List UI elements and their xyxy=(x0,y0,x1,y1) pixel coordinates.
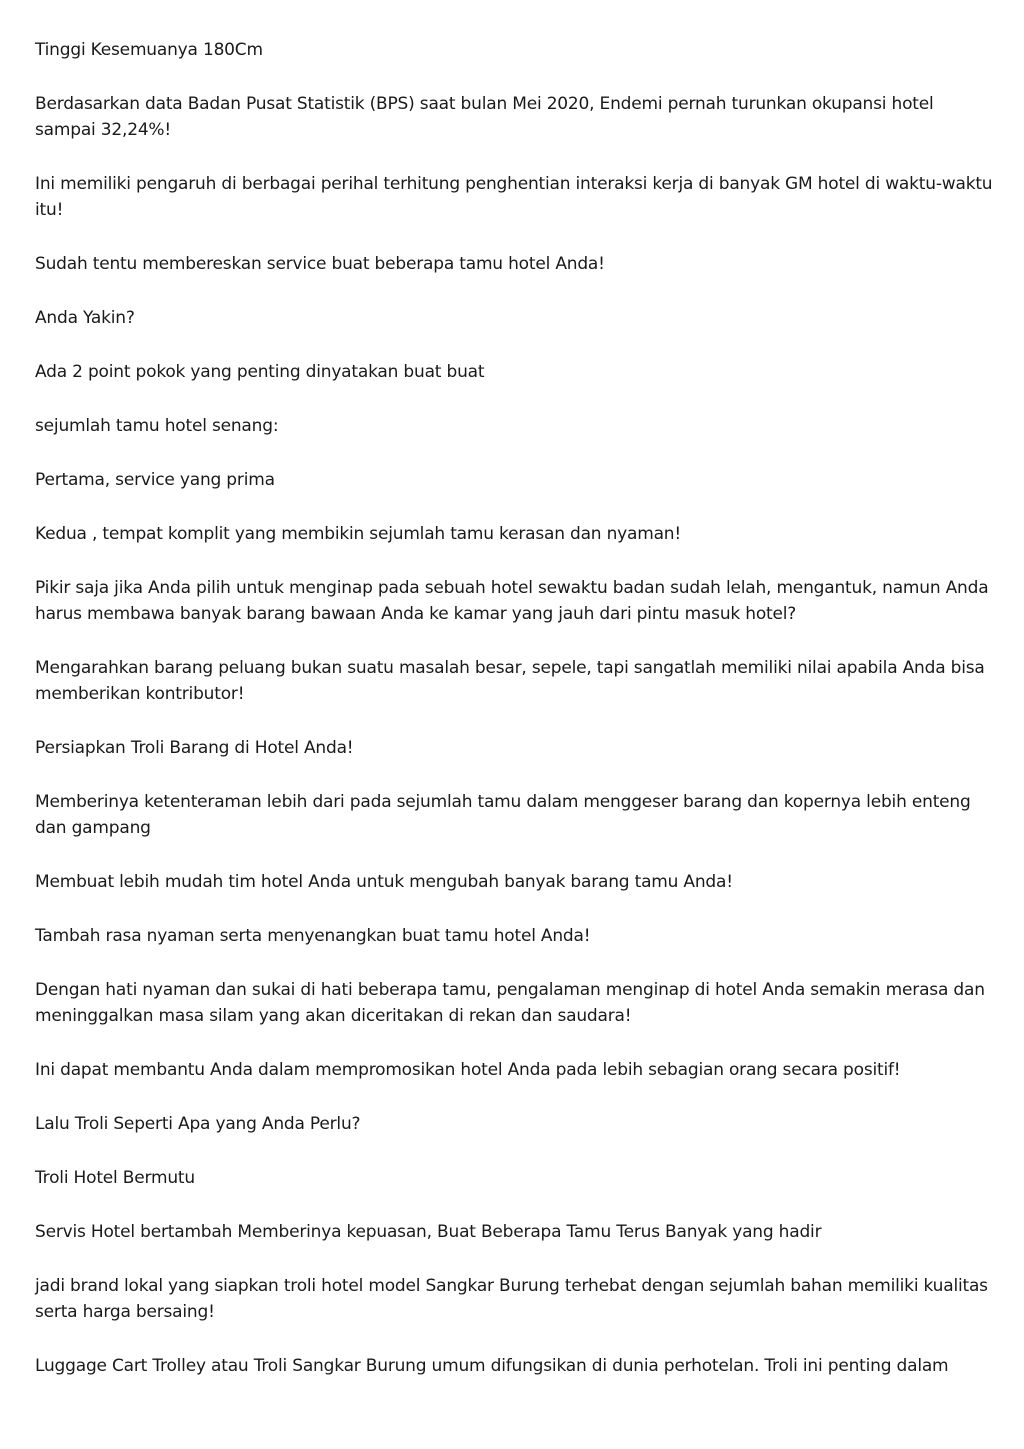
paragraph: Troli Hotel Bermutu xyxy=(35,1168,195,1188)
paragraph: Berdasarkan data Badan Pusat Statistik (BPS) saat bulan Mei 2020, Endemi pernah turunkan okupansi hotel sampai 32,24%! xyxy=(35,94,934,140)
paragraph: Persiapkan Troli Barang di Hotel Anda! xyxy=(35,738,354,758)
paragraph: Dengan hati nyaman dan sukai di hati beberapa tamu, pengalaman menginap di hotel Anda semakin merasa dan meninggalkan masa silam yang akan diceritakan di rekan dan saudara! xyxy=(35,980,985,1026)
paragraph: Tambah rasa nyaman serta menyenangkan buat tamu hotel Anda! xyxy=(35,926,591,946)
paragraph: Membuat lebih mudah tim hotel Anda untuk mengubah banyak barang tamu Anda! xyxy=(35,872,733,892)
paragraph: Ini dapat membantu Anda dalam mempromosikan hotel Anda pada lebih sebagian orang secara positif! xyxy=(35,1060,901,1080)
paragraph: jadi brand lokal yang siapkan troli hotel model Sangkar Burung terhebat dengan sejumlah bahan memiliki kualitas serta harga bersaing! xyxy=(35,1276,988,1322)
paragraph: Luggage Cart Trolley atau Troli Sangkar Burung umum difungsikan di dunia perhotelan. Troli ini penting dalam xyxy=(35,1356,949,1376)
paragraph: Kedua , tempat komplit yang membikin sejumlah tamu kerasan dan nyaman! xyxy=(35,524,681,544)
paragraph: Mengarahkan barang peluang bukan suatu masalah besar, sepele, tapi sangatlah memiliki nilai apabila Anda bisa memberikan kontributor! xyxy=(35,658,985,704)
paragraph: Pertama, service yang prima xyxy=(35,470,275,490)
paragraph: sejumlah tamu hotel senang: xyxy=(35,416,279,436)
paragraph: Anda Yakin? xyxy=(35,308,135,328)
document-body xyxy=(35,37,995,1407)
paragraph: Pikir saja jika Anda pilih untuk menginap pada sebuah hotel sewaktu badan sudah lelah, mengantuk, namun Anda harus membawa banyak barang bawaan Anda ke kamar yang jauh dari pintu masuk hotel? xyxy=(35,578,989,624)
paragraph: Memberinya ketenteraman lebih dari pada sejumlah tamu dalam menggeser barang dan kopernya lebih enteng dan gampang xyxy=(35,792,971,838)
paragraph: Ada 2 point pokok yang penting dinyatakan buat buat xyxy=(35,362,485,382)
paragraph: Servis Hotel bertambah Memberinya kepuasan, Buat Beberapa Tamu Terus Banyak yang hadir xyxy=(35,1222,822,1242)
paragraph: Sudah tentu membereskan service buat beberapa tamu hotel Anda! xyxy=(35,254,605,274)
paragraph: Lalu Troli Seperti Apa yang Anda Perlu? xyxy=(35,1114,361,1134)
paragraph: Ini memiliki pengaruh di berbagai perihal terhitung penghentian interaksi kerja di banyak GM hotel di waktu-waktu itu! xyxy=(35,174,993,220)
paragraph: Tinggi Kesemuanya 180Cm xyxy=(35,40,263,60)
